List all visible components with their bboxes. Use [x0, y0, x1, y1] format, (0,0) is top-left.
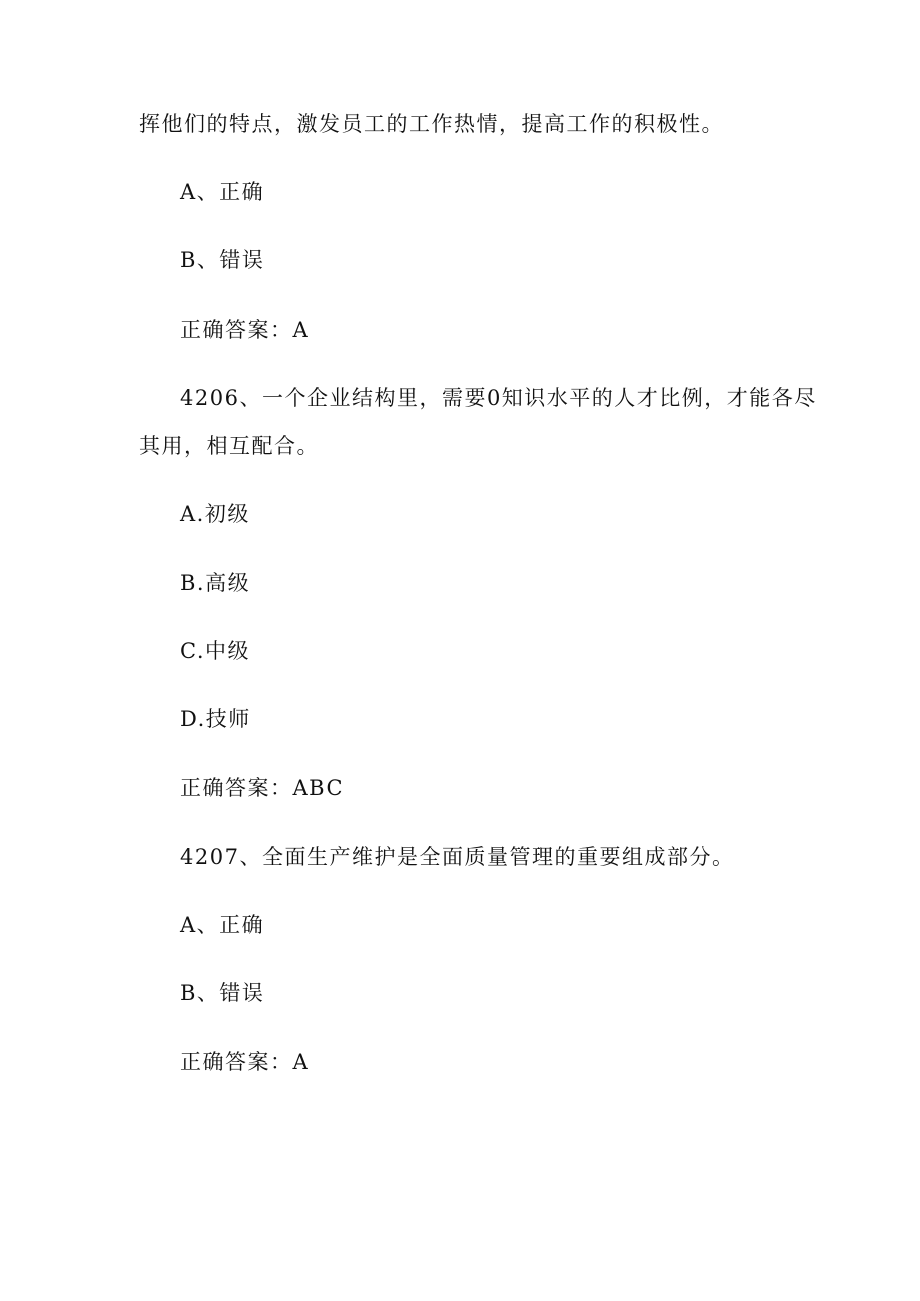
question-4206-stem-line1: 4206、一个企业结构里，需要0知识水平的人才比例，才能各尽 [180, 386, 817, 410]
question-4206-option-c: C.中级 [180, 639, 250, 663]
question-4206-option-d: D.技师 [180, 707, 251, 731]
question-4207-answer: 正确答案：A [180, 1050, 310, 1074]
question-4206-stem-line2: 其用，相互配合。 [139, 434, 319, 458]
question-4205-option-a: A、正确 [180, 180, 265, 204]
question-4206-answer: 正确答案：ABC [180, 776, 345, 800]
question-4207-stem: 4207、全面生产维护是全面质量管理的重要组成部分。 [180, 845, 735, 869]
question-4205-option-b: B、错误 [180, 248, 265, 272]
question-4206-option-a: A.初级 [180, 502, 250, 526]
question-4206-option-b: B.高级 [180, 571, 251, 595]
question-4205-answer: 正确答案：A [180, 318, 310, 342]
question-4205-stem-tail: 挥他们的特点，激发员工的工作热情，提高工作的积极性。 [139, 112, 724, 136]
question-4207-option-b: B、错误 [180, 981, 265, 1005]
question-4207-option-a: A、正确 [180, 913, 265, 937]
